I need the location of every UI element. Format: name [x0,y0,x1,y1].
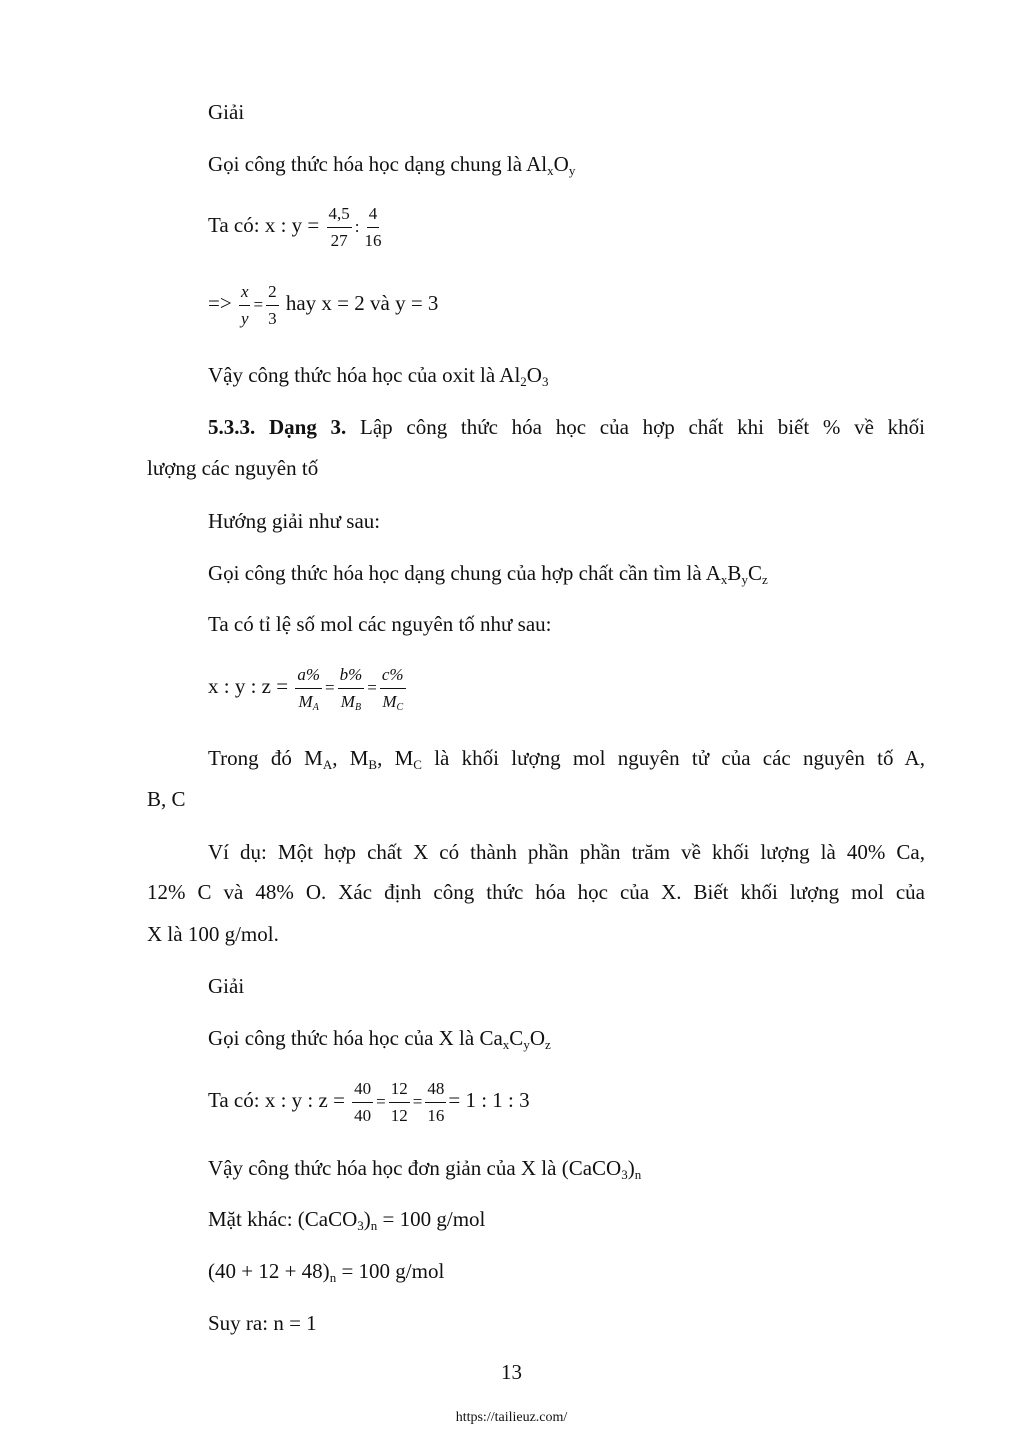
fraction [327,204,352,251]
subscript: y [568,163,576,178]
text-mole-ratio-intro: Ta có tỉ lệ số mol các nguyên tố như sau: [208,612,552,636]
heading-giai-2: Giải [208,974,245,998]
text-run: Vậy công thức hóa học của oxit là Al [208,363,521,387]
denominator [297,689,321,712]
numerator: 2 [266,282,279,306]
numerator: a% [295,665,322,689]
text-run: O [529,1026,545,1050]
subscript: C [396,701,404,713]
text-run: ) [363,1207,371,1231]
equation-ratio-xy [208,200,386,252]
fraction [295,665,322,712]
operator: = [253,295,264,315]
denominator: 12 [390,1105,408,1125]
denominator [380,689,405,712]
text-run: Gọi công thức hóa học dạng chung là Al [208,152,548,176]
text-formula-x-caco [208,1025,551,1051]
text-run: = 100 g/mol [336,1259,445,1283]
text-result-n: Suy ra: n = 1 [208,1311,317,1335]
text-run: , M [377,746,414,770]
numerator: 4 [367,204,380,228]
operator: = [412,1092,423,1112]
section-number: 5.3.3. Dạng 3. [208,415,347,439]
fraction [352,1079,373,1126]
text-molar-mass-statement [208,1206,485,1232]
fraction [380,665,406,712]
text-run: Gọi công thức hóa học dạng chung của hợp chất cần tìm là A [208,561,721,585]
subscript: B [368,757,378,772]
text-method-intro: Hướng giải như sau: [208,509,381,533]
text-run: C [509,1026,524,1050]
fraction [363,204,384,251]
subscript: C [413,757,422,772]
text-run: Gọi công thức hóa học của X là Ca [208,1026,503,1050]
equation-ratio-xyz-general [208,661,408,713]
section-heading-continued: lượng các nguyên tố [147,456,319,480]
text-run: = 1 : 1 : 3 [448,1088,530,1112]
text-run: (40 + 12 + 48) [208,1259,330,1283]
denominator [339,689,363,712]
text-run: C [747,561,762,585]
subscript: A [312,701,319,713]
text-simple-formula [208,1155,641,1181]
text-run: , M [332,746,369,770]
denominator: 3 [268,308,277,328]
subscript: 3 [357,1218,364,1233]
fraction [425,1079,446,1126]
subscript: z [544,1037,551,1052]
text-run: O [553,152,569,176]
subscript: n [329,1270,337,1285]
text-general-formula-alo [208,151,575,177]
text-run: x : y : z = [208,674,294,698]
fraction [266,282,279,329]
operator: = [376,1092,386,1112]
text-molar-mass-sum [208,1258,444,1284]
symbol: M [298,691,313,711]
denominator: 40 [354,1105,372,1125]
text-run: B [727,561,742,585]
text-general-formula-abc [208,560,768,586]
numerator: x [239,282,251,306]
subscript: x [502,1037,510,1052]
fraction [389,1079,410,1126]
numerator: b% [338,665,365,689]
text-where-clause-continued: B, C [147,787,186,811]
subscript: 3 [541,374,549,389]
text-run: Lập công thức hóa học của hợp chất khi biết % về khối [346,415,925,439]
text-run: = 100 g/mol [377,1207,486,1231]
subscript: x [720,572,728,587]
fraction [239,282,251,329]
text-conclusion-al2o3 [208,362,548,388]
subscript: n [634,1167,642,1182]
numerator: 48 [425,1079,446,1103]
text-run: Trong đó M [208,746,323,770]
symbol: M [340,691,355,711]
numerator: 4,5 [327,204,352,228]
text-example-line-2: 12% C và 48% O. Xác định công thức hóa học của X. Biết khối lượng mol của [147,880,925,904]
subscript: y [741,572,748,587]
text-run: là khối lượng mol nguyên tử của các nguyên tố A, [421,746,925,770]
symbol: M [382,691,397,711]
subscript: B [354,701,362,713]
text-run: Ta có: x : y : z = [208,1088,351,1112]
text-run: Mặt khác: (CaCO [208,1207,358,1231]
operator: = [325,678,335,698]
subscript: 2 [520,374,527,389]
text-run: => [208,291,237,315]
operator: : [354,217,360,237]
subscript: n [370,1218,378,1233]
numerator: 12 [389,1079,410,1103]
operator: = [367,678,377,698]
subscript: y [523,1037,530,1052]
denominator: 16 [364,230,382,250]
text-run: Ta có: x : y = [208,213,325,237]
numerator: 40 [352,1079,373,1103]
numerator: c% [380,665,406,689]
fraction [338,665,365,712]
heading-giai-1: Giải [208,100,245,124]
denominator: 16 [427,1105,445,1125]
equation-result-xy [208,278,438,330]
subscript: 3 [621,1167,628,1182]
equation-ratio-xyz-example [208,1075,530,1127]
text-run: ) [627,1156,635,1180]
text-example-line-3: X là 100 g/mol. [147,922,279,946]
text-run: hay x = 2 và y = 3 [280,291,439,315]
text-where-clause [208,745,925,771]
page-number: 13 [501,1360,522,1384]
denominator: y [240,308,249,328]
text-run: O [526,363,542,387]
subscript: z [761,572,768,587]
text-example-line-1: Ví dụ: Một hợp chất X có thành phần phần trăm về khối lượng là 40% Ca, [208,840,925,864]
subscript: x [547,163,554,178]
footer-url[interactable]: https://tailieuz.com/ [455,1410,568,1425]
denominator: 27 [330,230,348,250]
section-heading-dang-3 [208,414,925,440]
text-run: Vậy công thức hóa học đơn giản của X là (CaCO [208,1156,622,1180]
subscript: A [322,757,333,772]
